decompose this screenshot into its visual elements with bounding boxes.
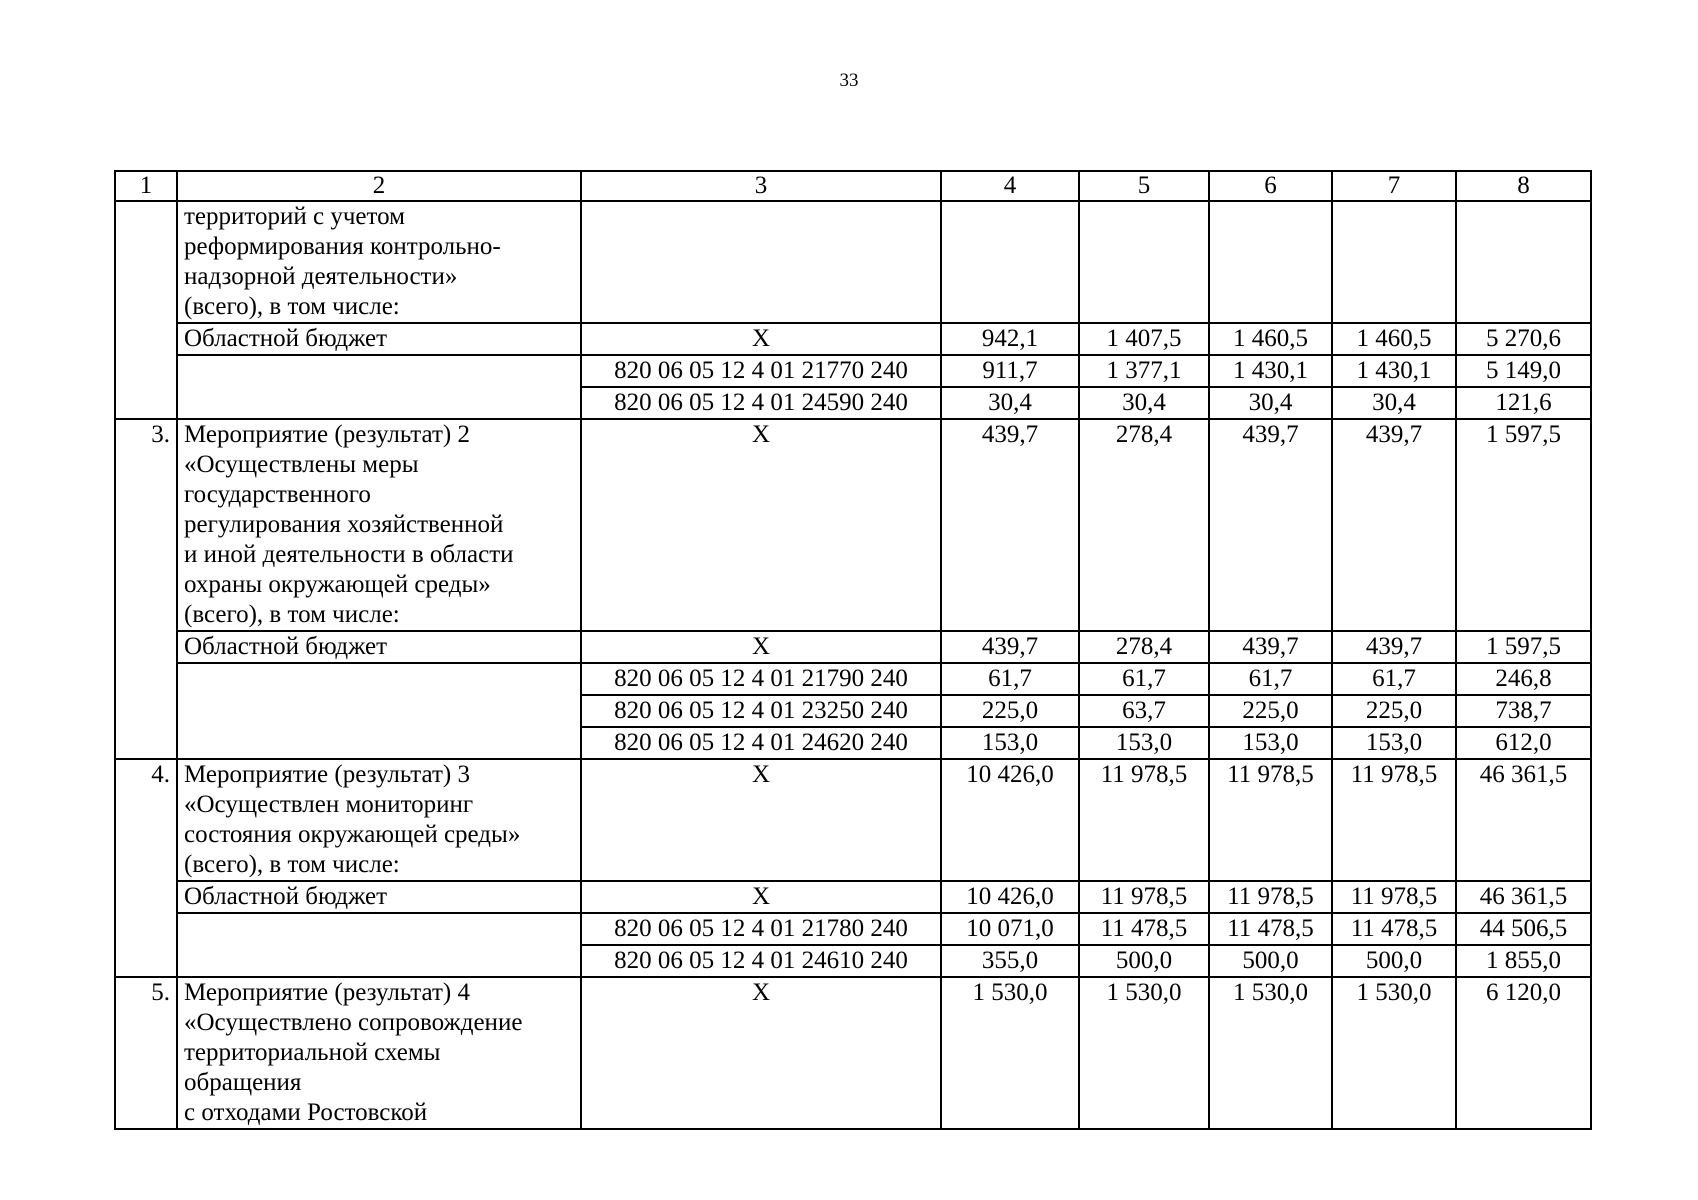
budget-code: 820 06 05 12 4 01 23250 240 (581, 695, 941, 727)
amount-cell: 942,1 (941, 323, 1079, 355)
section-title-line: (всего), в том числе: (184, 851, 400, 878)
section-title-line: «Осуществлены меры (184, 451, 419, 478)
amount-cell: 500,0 (1209, 945, 1332, 977)
section-title (177, 759, 581, 881)
amount-cell: 153,0 (1079, 727, 1209, 759)
section-title-line: Мероприятие (результат) 3 (184, 761, 470, 788)
section-number (115, 201, 177, 419)
budget-code: 820 06 05 12 4 01 21770 240 (581, 355, 941, 387)
amount-cell: 61,7 (941, 663, 1079, 695)
amount-cell: 46 361,5 (1456, 881, 1591, 913)
amount-cell: 11 978,5 (1209, 759, 1332, 881)
budget-code: 820 06 05 12 4 01 21790 240 (581, 663, 941, 695)
amount-cell: 439,7 (941, 419, 1079, 631)
section-title-line: «Осуществлен мониторинг (184, 791, 474, 818)
section-title-row (115, 977, 1591, 1129)
column-number: 7 (1332, 171, 1456, 201)
budget-source-empty (177, 663, 581, 759)
budget-code: X (581, 977, 941, 1129)
section-title-line: состояния окружающей среды» (184, 821, 521, 848)
amount-cell: 63,7 (1079, 695, 1209, 727)
column-number-row (115, 171, 1591, 201)
section-title-line: Мероприятие (результат) 4 (184, 979, 470, 1006)
amount-cell: 246,8 (1456, 663, 1591, 695)
column-number: 5 (1079, 171, 1209, 201)
budget-code: 820 06 05 12 4 01 24610 240 (581, 945, 941, 977)
budget-code: X (581, 631, 941, 663)
budget-row (115, 663, 1591, 695)
budget-source-empty (177, 355, 581, 419)
amount-cell: 11 978,5 (1209, 881, 1332, 913)
amount-cell: 1 430,1 (1332, 355, 1456, 387)
amount-cell: 153,0 (1332, 727, 1456, 759)
amount-cell (1209, 201, 1332, 323)
amount-cell: 153,0 (1209, 727, 1332, 759)
amount-cell: 355,0 (941, 945, 1079, 977)
amount-cell: 10 426,0 (941, 759, 1079, 881)
amount-cell: 153,0 (941, 727, 1079, 759)
amount-cell: 225,0 (1209, 695, 1332, 727)
amount-cell: 5 270,6 (1456, 323, 1591, 355)
amount-cell: 44 506,5 (1456, 913, 1591, 945)
budget-source-label: Областной бюджет (177, 323, 581, 355)
amount-cell (1079, 201, 1209, 323)
section-title-line: (всего), в том числе: (184, 293, 400, 320)
amount-cell: 612,0 (1456, 727, 1591, 759)
budget-code: 820 06 05 12 4 01 24590 240 (581, 387, 941, 419)
amount-cell (1456, 201, 1591, 323)
amount-cell: 1 855,0 (1456, 945, 1591, 977)
budget-source-empty (177, 913, 581, 977)
section-number: 4. (115, 759, 177, 977)
amount-cell: 121,6 (1456, 387, 1591, 419)
amount-cell: 1 530,0 (941, 977, 1079, 1129)
amount-cell: 30,4 (1332, 387, 1456, 419)
amount-cell: 439,7 (1209, 631, 1332, 663)
budget-source-label: Областной бюджет (177, 881, 581, 913)
column-number: 3 (581, 171, 941, 201)
amount-cell: 10 426,0 (941, 881, 1079, 913)
column-number: 4 (941, 171, 1079, 201)
amount-cell: 11 978,5 (1332, 759, 1456, 881)
amount-cell: 1 530,0 (1209, 977, 1332, 1129)
amount-cell: 11 478,5 (1332, 913, 1456, 945)
amount-cell: 1 460,5 (1209, 323, 1332, 355)
column-number: 8 (1456, 171, 1591, 201)
amount-cell: 61,7 (1209, 663, 1332, 695)
section-title-line: охраны окружающей среды» (184, 571, 491, 598)
amount-cell: 5 149,0 (1456, 355, 1591, 387)
amount-cell: 278,4 (1079, 419, 1209, 631)
amount-cell: 30,4 (941, 387, 1079, 419)
budget-code: X (581, 881, 941, 913)
section-title-line: Мероприятие (результат) 2 (184, 421, 470, 448)
amount-cell: 1 597,5 (1456, 631, 1591, 663)
amount-cell: 11 978,5 (1332, 881, 1456, 913)
section-title-line: надзорной деятельности» (184, 263, 458, 290)
budget-code: X (581, 323, 941, 355)
budget-row (115, 913, 1591, 945)
section-title (177, 419, 581, 631)
section-title-line: территориальной схемы (184, 1039, 441, 1066)
section-title-line: регулирования хозяйственной (184, 511, 504, 538)
amount-cell: 46 361,5 (1456, 759, 1591, 881)
amount-cell: 911,7 (941, 355, 1079, 387)
amount-cell (1332, 201, 1456, 323)
section-title-line: государственного (184, 481, 371, 508)
amount-cell: 1 597,5 (1456, 419, 1591, 631)
section-title-line: обращения (184, 1069, 302, 1096)
amount-cell: 439,7 (1332, 419, 1456, 631)
page-number: 33 (839, 70, 859, 91)
section-title-line: с отходами Ростовской (184, 1099, 428, 1126)
section-title-line: реформирования контрольно- (184, 233, 501, 260)
amount-cell: 1 377,1 (1079, 355, 1209, 387)
amount-cell: 61,7 (1079, 663, 1209, 695)
amount-cell: 30,4 (1079, 387, 1209, 419)
amount-cell: 439,7 (941, 631, 1079, 663)
section-number: 5. (115, 977, 177, 1129)
amount-cell: 1 407,5 (1079, 323, 1209, 355)
amount-cell: 30,4 (1209, 387, 1332, 419)
amount-cell: 1 530,0 (1079, 977, 1209, 1129)
section-title-line: и иной деятельности в области (184, 541, 514, 568)
amount-cell: 738,7 (1456, 695, 1591, 727)
amount-cell: 1 430,1 (1209, 355, 1332, 387)
budget-code: 820 06 05 12 4 01 21780 240 (581, 913, 941, 945)
amount-cell: 1 460,5 (1332, 323, 1456, 355)
budget-row (115, 631, 1591, 663)
budget-source-label: Областной бюджет (177, 631, 581, 663)
column-number: 1 (115, 171, 177, 201)
budget-table (114, 170, 1592, 1130)
table-body (115, 171, 1591, 1129)
section-title-line: (всего), в том числе: (184, 601, 400, 628)
amount-cell: 11 478,5 (1079, 913, 1209, 945)
amount-cell: 225,0 (1332, 695, 1456, 727)
amount-cell: 278,4 (1079, 631, 1209, 663)
section-title (177, 977, 581, 1129)
section-title-line: «Осуществлено сопровождение (184, 1009, 523, 1036)
amount-cell: 61,7 (1332, 663, 1456, 695)
section-title-row (115, 201, 1591, 323)
amount-cell: 500,0 (1332, 945, 1456, 977)
amount-cell: 439,7 (1209, 419, 1332, 631)
amount-cell (941, 201, 1079, 323)
section-title (177, 201, 581, 323)
column-number: 6 (1209, 171, 1332, 201)
budget-code: X (581, 759, 941, 881)
budget-code: 820 06 05 12 4 01 24620 240 (581, 727, 941, 759)
section-number: 3. (115, 419, 177, 759)
amount-cell: 225,0 (941, 695, 1079, 727)
section-title-row (115, 759, 1591, 881)
budget-row (115, 881, 1591, 913)
amount-cell: 10 071,0 (941, 913, 1079, 945)
budget-row (115, 323, 1591, 355)
amount-cell: 11 478,5 (1209, 913, 1332, 945)
amount-cell: 439,7 (1332, 631, 1456, 663)
column-number: 2 (177, 171, 581, 201)
amount-cell: 500,0 (1079, 945, 1209, 977)
section-title-row (115, 419, 1591, 631)
budget-code: X (581, 419, 941, 631)
section-title-line: территорий с учетом (184, 203, 405, 230)
amount-cell: 1 530,0 (1332, 977, 1456, 1129)
amount-cell: 11 978,5 (1079, 881, 1209, 913)
budget-code (581, 201, 941, 323)
amount-cell: 6 120,0 (1456, 977, 1591, 1129)
amount-cell: 11 978,5 (1079, 759, 1209, 881)
budget-row (115, 355, 1591, 387)
